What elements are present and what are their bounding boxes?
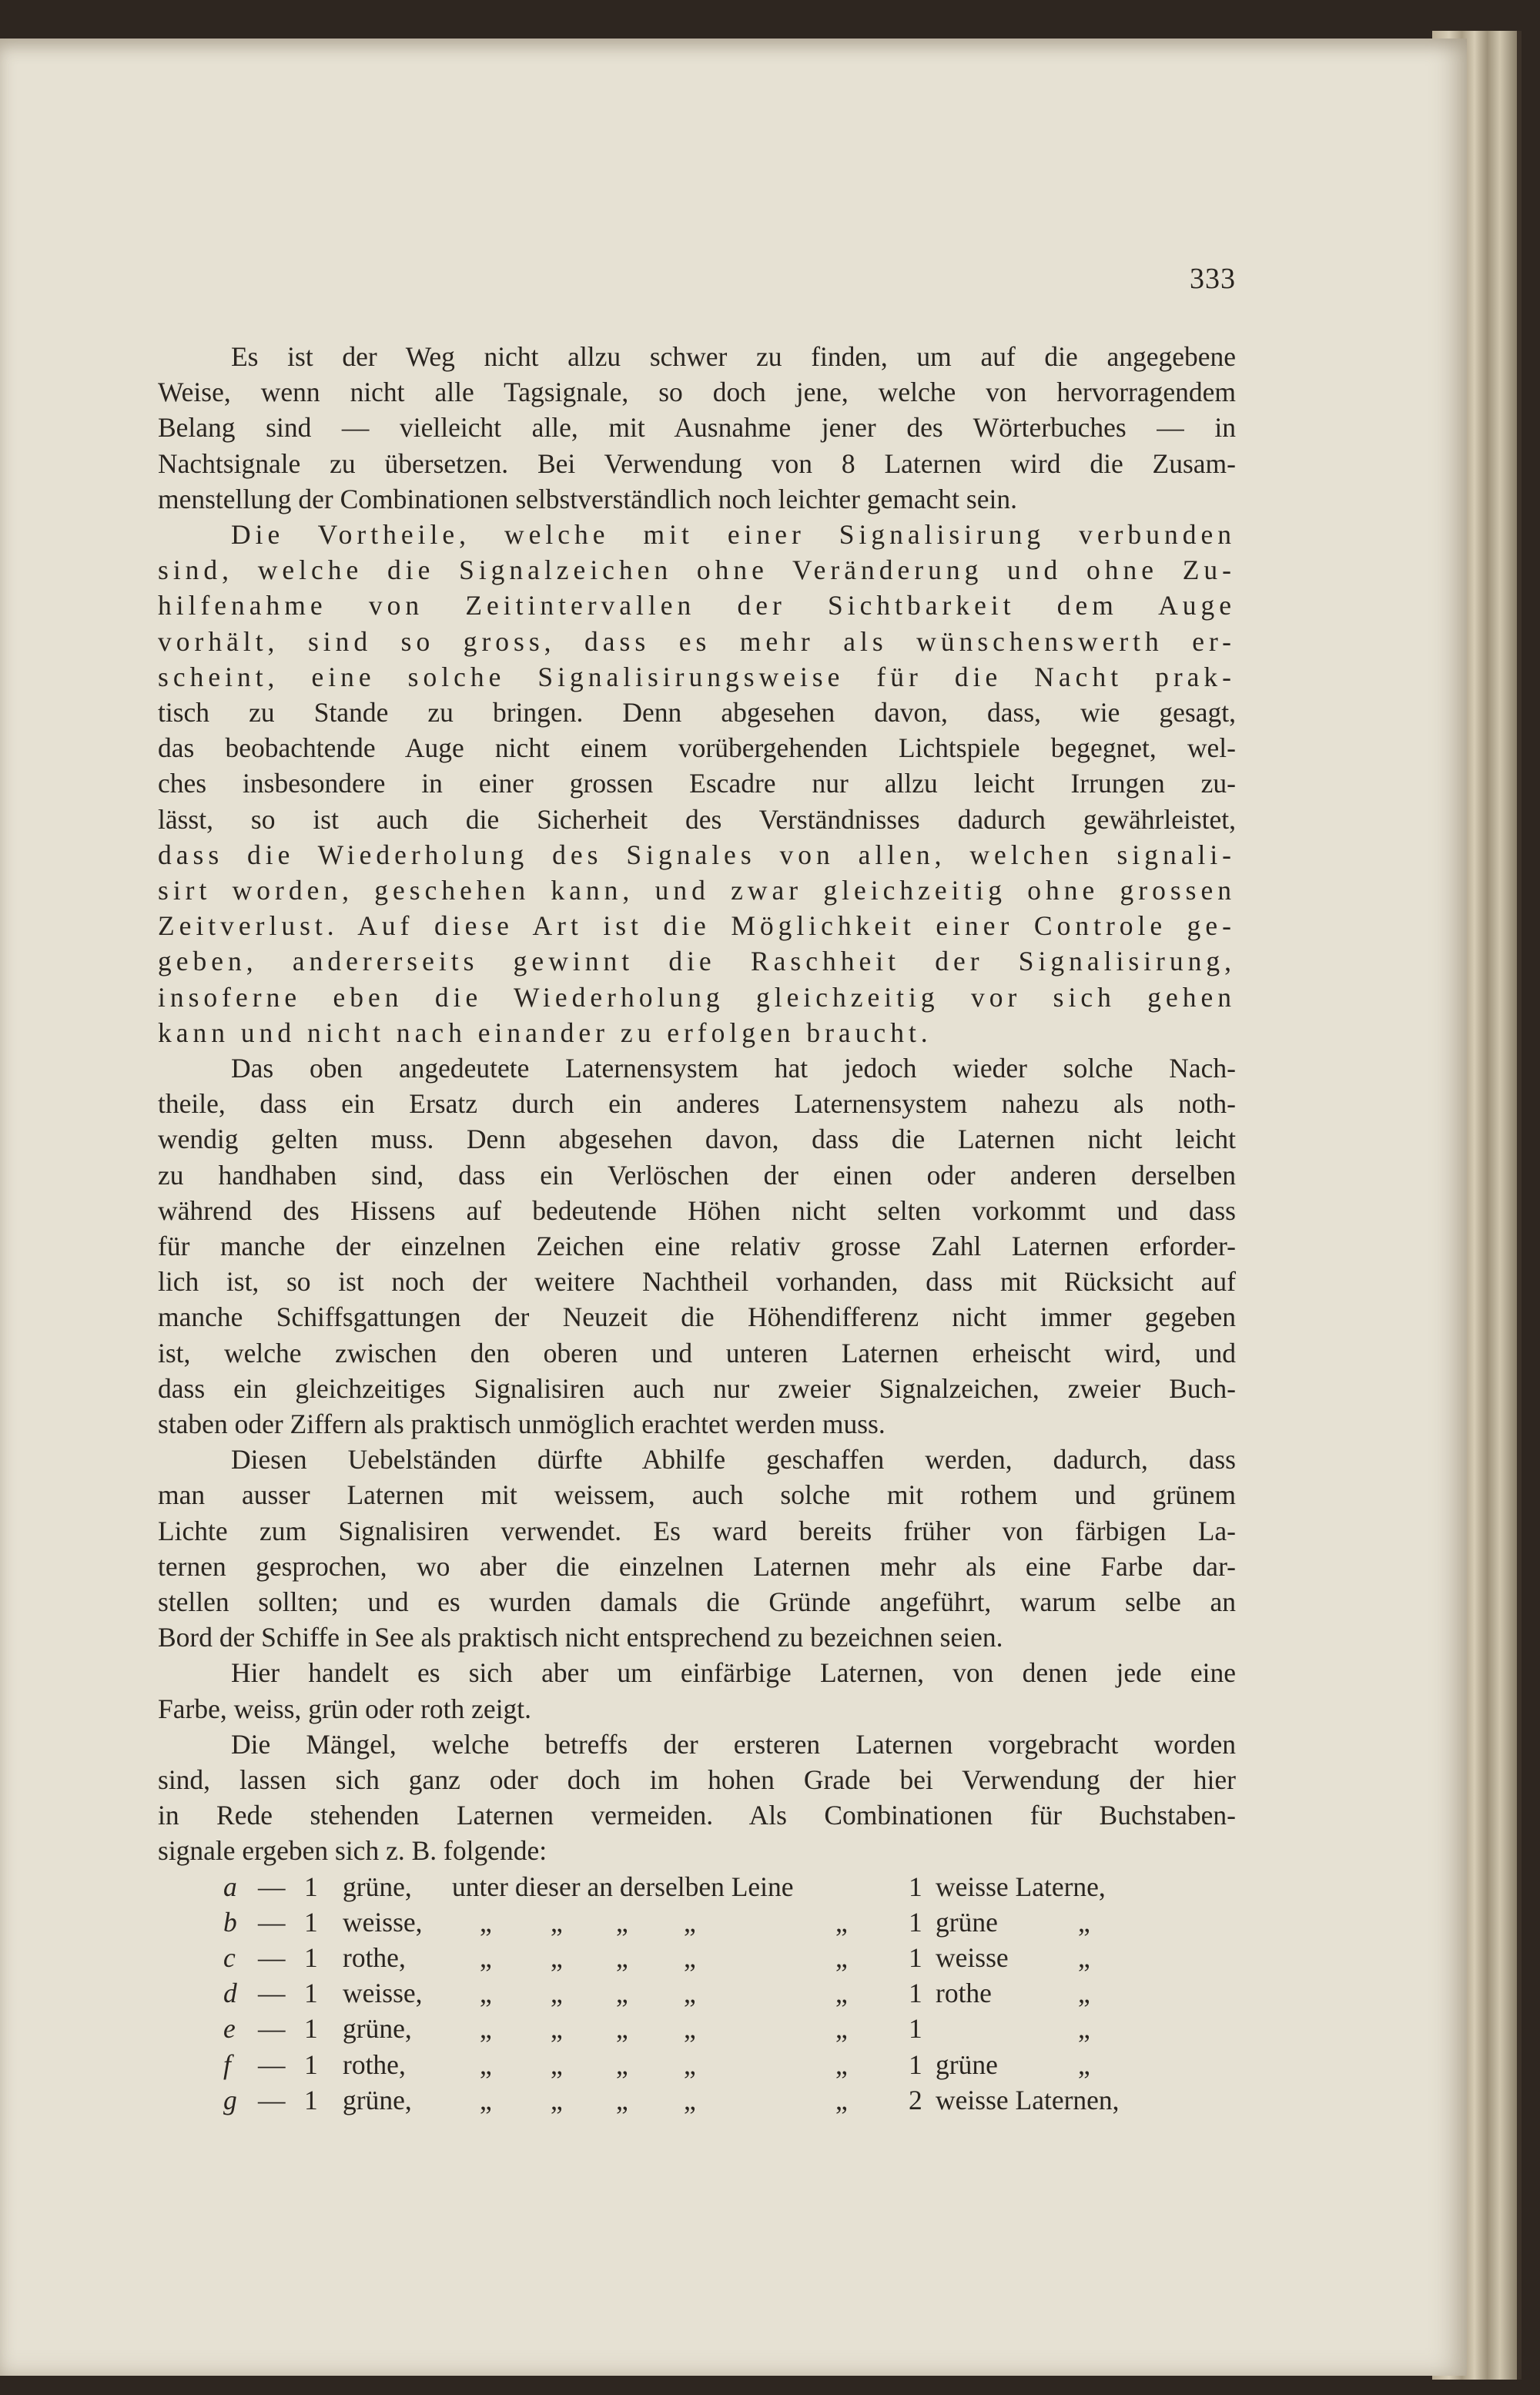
signal-count: 1: [304, 1978, 318, 2009]
signal-color: weisse,: [343, 1978, 423, 2009]
signal-letter: b: [223, 1906, 237, 1938]
ditto-mark: „: [835, 1942, 848, 1973]
text-line: Zeitverlust. Auf diese Art ist die Möglichkeit einer Controle ge-: [158, 910, 1236, 942]
text-line: insoferne eben die Wiederholung gleichzeitig vor sich gehen: [158, 981, 1236, 1013]
ditto-mark: „: [480, 1942, 492, 1973]
text-line: während des Hissens auf bedeutende Höhen nicht selten vorkommt und dass: [158, 1194, 1236, 1226]
ditto-mark: „: [551, 2084, 563, 2115]
text-line: hilfenahme von Zeitintervallen der Sichtbarkeit dem Auge: [158, 590, 1236, 621]
ditto-mark: „: [835, 2084, 848, 2115]
signal-color-second: grüne: [936, 2048, 998, 2080]
text-line: ist, welche zwischen den oberen und unteren Laternen erheischt wird, und: [158, 1337, 1236, 1368]
ditto-mark: „: [480, 1978, 492, 2009]
text-line: theile, dass ein Ersatz durch ein anderes Laternensystem nahezu als noth-: [158, 1088, 1236, 1120]
text-line: Hier handelt es sich aber um einfärbige Laternen, von denen jede eine: [231, 1657, 1236, 1689]
text-line: manche Schiffsgattungen der Neuzeit die Höhendifferenz nicht immer gegeben: [158, 1301, 1236, 1333]
ditto-mark: „: [616, 1978, 628, 2009]
signal-phrase: unter dieser an derselben Leine: [452, 1871, 794, 1902]
signal-color: rothe,: [343, 1942, 406, 1973]
text-line: geben, andererseits gewinnt die Raschheit der Signalisirung,: [158, 946, 1236, 977]
ditto-mark: „: [480, 2048, 492, 2080]
signal-color: grüne,: [343, 2013, 412, 2045]
signal-count: 1: [304, 2048, 318, 2080]
signal-letter: f: [223, 2048, 231, 2080]
signal-letter: c: [223, 1942, 236, 1973]
ditto-mark: „: [551, 1906, 563, 1938]
text-line: Weise, wenn nicht alle Tagsignale, so doch jene, welche von hervorragendem: [158, 377, 1236, 408]
text-line: zu handhaben sind, dass ein Verlöschen der einen oder anderen derselben: [158, 1159, 1236, 1191]
ditto-mark: „: [480, 1906, 492, 1938]
text-line: signale ergeben sich z. B. folgende:: [158, 1835, 547, 1867]
text-line: sind, lassen sich ganz oder doch im hohen Grade bei Verwendung der hier: [158, 1764, 1236, 1795]
ditto-mark: „: [1078, 2013, 1090, 2045]
signal-color-second: rothe: [936, 1978, 992, 2009]
signal-color: rothe,: [343, 2048, 406, 2080]
signal-dash: —: [258, 1906, 286, 1938]
ditto-mark: „: [551, 1978, 563, 2009]
text-line: Lichte zum Signalisiren verwendet. Es ward bereits früher von färbigen La-: [158, 1515, 1236, 1546]
signal-dash: —: [258, 1871, 286, 1902]
text-line: Nachtsignale zu übersetzen. Bei Verwendung von 8 Laternen wird die Zusam-: [158, 447, 1236, 479]
signal-dash: —: [258, 1978, 286, 2009]
signal-color-second: weisse Laterne,: [936, 1871, 1106, 1902]
signal-count: 1: [304, 2013, 318, 2045]
signal-count-second: 1: [909, 1978, 922, 2009]
text-line: ternen gesprochen, wo aber die einzelnen Laternen mehr als eine Farbe dar-: [158, 1550, 1236, 1582]
ditto-mark: „: [684, 2048, 696, 2080]
text-line: scheint, eine solche Signalisirungsweise für die Nacht prak-: [158, 661, 1236, 692]
text-line: Die Mängel, welche betreffs der ersteren Laternen vorgebracht worden: [231, 1728, 1236, 1760]
text-line: vorhält, sind so gross, dass es mehr als wünschenswerth er-: [158, 625, 1236, 657]
text-line: das beobachtende Auge nicht einem vorübergehenden Lichtspiele begegnet, wel-: [158, 732, 1236, 764]
ditto-mark: „: [1078, 1942, 1090, 1973]
text-line: in Rede stehenden Laternen vermeiden. Als Combinationen für Buchstaben-: [158, 1800, 1236, 1831]
text-line: dass ein gleichzeitiges Signalisiren auch nur zweier Signalzeichen, zweier Buch-: [158, 1372, 1236, 1404]
ditto-mark: „: [616, 2013, 628, 2045]
signal-letter: e: [223, 2013, 236, 2045]
signal-count-second: 2: [909, 2084, 922, 2115]
text-line: dass die Wiederholung des Signales von allen, welchen signali-: [158, 839, 1236, 870]
signal-dash: —: [258, 2013, 286, 2045]
ditto-mark: „: [616, 1942, 628, 1973]
signal-letter: a: [223, 1871, 237, 1902]
text-line: ches insbesondere in einer grossen Escadre nur allzu leicht Irrungen zu-: [158, 768, 1236, 799]
text-line: Belang sind — vielleicht alle, mit Ausnahme jener des Wörterbuches — in: [158, 412, 1236, 444]
text-line: staben oder Ziffern als praktisch unmöglich erachtet werden muss.: [158, 1409, 886, 1439]
ditto-mark: „: [1078, 1978, 1090, 2009]
signal-letter: d: [223, 1978, 237, 2009]
text-line: Diesen Uebelständen dürfte Abhilfe geschaffen werden, dadurch, dass: [231, 1444, 1236, 1476]
text-line: Das oben angedeutete Laternensystem hat jedoch wieder solche Nach-: [231, 1053, 1236, 1084]
ditto-mark: „: [1078, 2048, 1090, 2080]
ditto-mark: „: [616, 1906, 628, 1938]
ditto-mark: „: [835, 1906, 848, 1938]
signal-row: [158, 1904, 1236, 1940]
ditto-mark: „: [551, 2013, 563, 2045]
signal-dash: —: [258, 1942, 286, 1973]
text-line: man ausser Laternen mit weissem, auch solche mit rothem und grünem: [158, 1479, 1236, 1511]
ditto-mark: „: [684, 1978, 696, 2009]
signal-count: 1: [304, 1871, 318, 1902]
text-line: tisch zu Stande zu bringen. Denn abgesehen davon, dass, wie gesagt,: [158, 697, 1236, 728]
signal-count: 1: [304, 2084, 318, 2115]
signal-count-second: 1: [909, 1942, 922, 1973]
ditto-mark: „: [480, 2084, 492, 2115]
ditto-mark: „: [551, 1942, 563, 1973]
signal-row: [158, 1869, 1236, 1904]
signal-count-second: 1: [909, 1906, 922, 1938]
signal-color: weisse,: [343, 1906, 423, 1938]
text-line: wendig gelten muss. Denn abgesehen davon, dass die Laternen nicht leicht: [158, 1124, 1236, 1155]
signal-row: [158, 2047, 1236, 2082]
ditto-mark: „: [616, 2084, 628, 2115]
ditto-mark: „: [835, 2013, 848, 2045]
signal-row: [158, 2082, 1236, 2118]
signal-dash: —: [258, 2084, 286, 2115]
ditto-mark: „: [1078, 1906, 1090, 1938]
text-line: Die Vortheile, welche mit einer Signalisirung verbunden: [231, 519, 1236, 550]
ditto-mark: „: [684, 2084, 696, 2115]
ditto-mark: „: [616, 2048, 628, 2080]
signal-count: 1: [304, 1942, 318, 1973]
signal-row: [158, 1940, 1236, 1975]
ditto-mark: „: [835, 1978, 848, 2009]
signal-letter: g: [223, 2084, 237, 2115]
signal-color: grüne,: [343, 2084, 412, 2115]
ditto-mark: „: [684, 2013, 696, 2045]
signal-color-second: grüne: [936, 1906, 998, 1938]
book-page: [0, 39, 1467, 2376]
page-number: 333: [1190, 263, 1236, 295]
text-line: sirt worden, geschehen kann, und zwar gleichzeitig ohne grossen: [158, 875, 1236, 906]
ditto-mark: „: [835, 2048, 848, 2080]
ditto-mark: „: [684, 1942, 696, 1973]
ditto-mark: „: [551, 2048, 563, 2080]
signal-dash: —: [258, 2048, 286, 2080]
text-line: lässt, so ist auch die Sicherheit des Verständnisses dadurch gewährleistet,: [158, 803, 1236, 835]
text-line: für manche der einzelnen Zeichen eine relativ grosse Zahl Laternen erforder-: [158, 1231, 1236, 1261]
signal-color-second: weisse: [936, 1942, 1009, 1973]
text-line: stellen sollten; und es wurden damals die Gründe angeführt, warum selbe an: [158, 1586, 1236, 1617]
text-line: kann und nicht nach einander zu erfolgen braucht.: [158, 1017, 932, 1048]
text-line: Farbe, weiss, grün oder roth zeigt.: [158, 1693, 532, 1724]
text-line: menstellung der Combinationen selbstverständlich noch leichter gemacht sein.: [158, 483, 1017, 514]
text-line: lich ist, so ist noch der weitere Nachtheil vorhanden, dass mit Rücksicht auf: [158, 1266, 1236, 1298]
signal-count-second: 1: [909, 1871, 922, 1902]
signal-count: 1: [304, 1906, 318, 1938]
signal-count-second: 1: [909, 2013, 922, 2045]
ditto-mark: „: [684, 1906, 696, 1938]
text-line: Es ist der Weg nicht allzu schwer zu finden, um auf die angegebene: [231, 341, 1236, 372]
signal-count-second: 1: [909, 2048, 922, 2080]
signal-color-second: weisse Laternen,: [936, 2084, 1120, 2115]
signal-row: [158, 1975, 1236, 2011]
signal-color: grüne,: [343, 1871, 412, 1902]
text-line: sind, welche die Signalzeichen ohne Veränderung und ohne Zu-: [158, 554, 1236, 586]
text-line: Bord der Schiffe in See als praktisch nicht entsprechend zu bezeichnen seien.: [158, 1622, 1003, 1653]
ditto-mark: „: [480, 2013, 492, 2045]
signal-row: [158, 2011, 1236, 2046]
